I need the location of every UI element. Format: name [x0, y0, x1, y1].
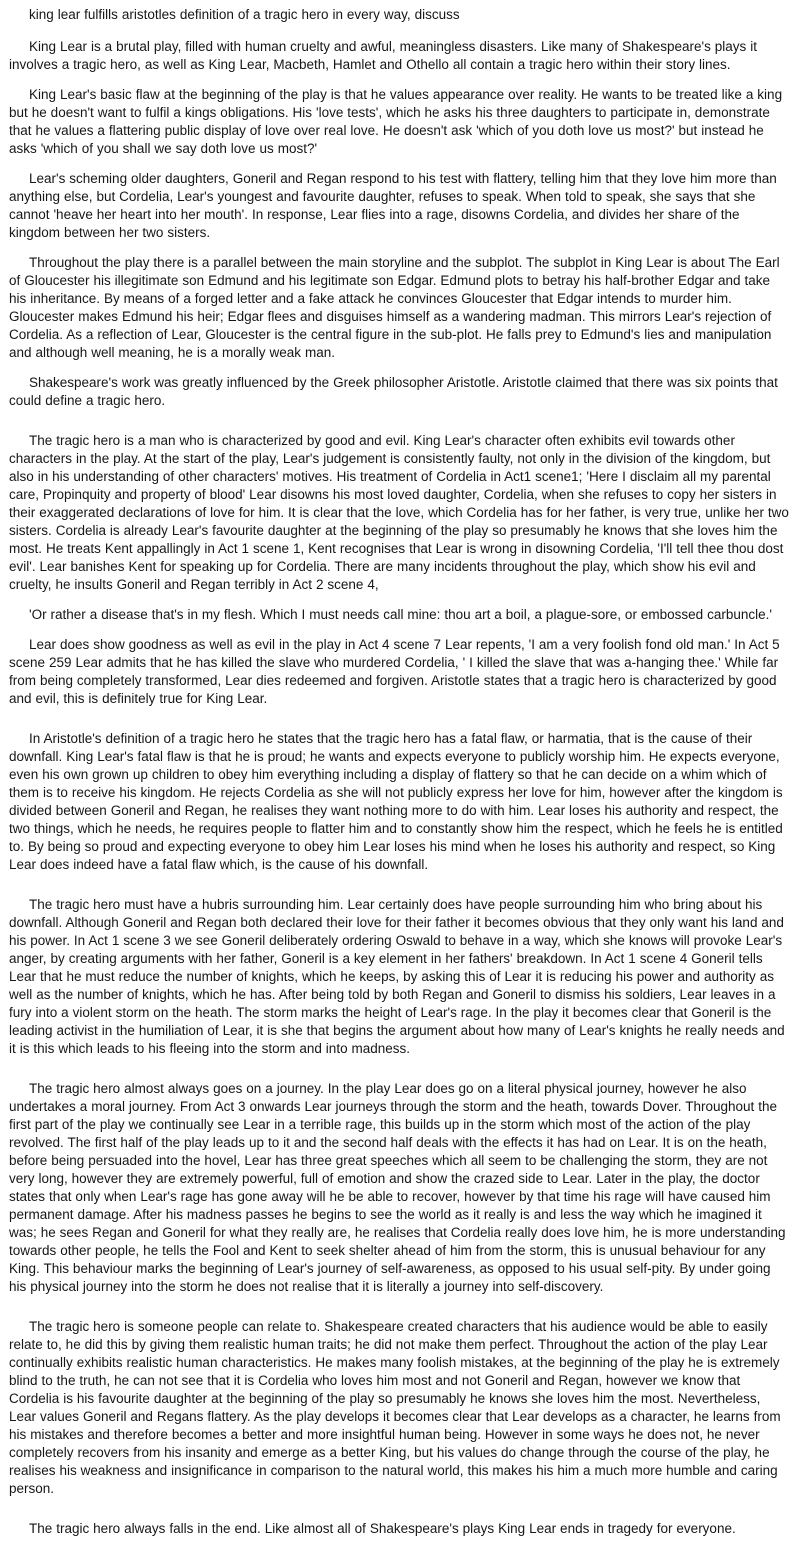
essay-paragraph-basic-flaw: King Lear's basic flaw at the beginning of the play is that he values appearance over reality. He wants to be treated like a king but he doesn't want to fulfil a kings obligations. His 'love tests', which he asks his three daughters to participate in, demonstrate that he values a flattering public display of love over real love. He doesn't ask 'which of you doth love us most?' but instead he asks 'which of you shall we say doth love us most?' — [9, 87, 783, 156]
essay-paragraph-daughters: Lear's scheming older daughters, Goneril and Regan respond to his test with flattery, telling him that they love him more than anything else, but Cordelia, Lear's youngest and favourite daughter, refuses to speak. When told to speak, she says that she cannot 'heave her heart into her mouth'. In response, Lear flies into a rage, disowns Cordelia, and divides her share of the kingdom between her two sisters. — [9, 171, 777, 240]
essay-quote-line: 'Or rather a disease that's in my flesh. Which I must needs call mine: thou art a boil, a plague-sore, or embossed carbuncle.' — [29, 607, 772, 622]
essay-paragraph-aristotle: Shakespeare's work was greatly influenced by the Greek philosopher Aristotle. Aristotle claimed that there was six points that could define a tragic hero. — [9, 375, 778, 408]
essay-paragraph-goodness: Lear does show goodness as well as evil in the play in Act 4 scene 7 Lear repents, 'I am a very foolish fond old man.' In Act 5 scene 259 Lear admits that he has killed the slave who murdered Cordelia, ' I killed the slave that was a-hanging thee.' While far from being completely transformed, Lear dies redeemed and forgiven. Aristotle states that a tragic hero is characterized by good and evil, this is definitely true for King Lear. — [9, 637, 780, 706]
essay-paragraph-journey: The tragic hero almost always goes on a journey. In the play Lear does go on a literal physical journey, however he also undertakes a moral journey. From Act 3 onwards Lear journeys through the storm and the heath, towards Dover. Throughout the first part of the play we continually see Lear in a terrible rage, this builds up in the storm which most of the action of the play revolved. The first half of the play leads up to it and the second half deals with the effects it has had on Lear. It is on the heath, before being persuaded into the hovel, Lear has three great speeches which all seem to be challenging the storm, they are not very long, however they are extremely powerful, full of emotion and show the crazed side to Lear. Later in the play, the doctor states that only when Lear's rage has gone away will he be able to recover, however by that time his rage will have caused him permanent damage. After his madness passes he begins to see the world as it really is and less the way which he imagined it was; he sees Regan and Goneril for what they really are, he realises that Cordelia really does love him, he is more understanding towards other people, he tells the Fool and Kent to seek shelter ahead of him from the storm, this is unusual behaviour for any King. This behaviour marks the beginning of Lear's journey of self-awareness, as opposed to his usual self-pity. By under going his physical journey into the storm he does not realise that it is literally a journey into self-discovery. — [9, 1081, 786, 1294]
essay-paragraph-good-and-evil: The tragic hero is a man who is characterized by good and evil. King Lear's character often exhibits evil towards other characters in the play. At the start of the play, Lear's judgement is consistently faulty, not only in the division of the kingdom, but also in his understanding of other characters' motives. His treatment of Cordelia in Act1 scene1; 'Here I disclaim all my parental care, Propinquity and property of blood' Lear disowns his most loved daughter, Cordelia, when she refuses to copy her sisters in their exaggerated declarations of love for him. It is clear that the love, which Cordelia has for her father, is very true, unlike her two sisters. Cordelia is already Lear's favourite daughter at the beginning of the play so presumably he knows that she loves him the most. He treats Kent appallingly in Act 1 scene 1, Kent recognises that Lear is wrong in disowning Cordelia, 'I'll tell thee thou dost evil'. Lear banishes Kent for speaking up for Cordelia. There are many incidents throughout the play, which show his evil and cruelty, he insults Goneril and Regan terribly in Act 2 scene 4, — [9, 433, 789, 592]
essay-paragraph-intro: King Lear is a brutal play, filled with human cruelty and awful, meaningless disasters. Like many of Shakespeare's plays it involves a tragic hero, as well as King Lear, Macbeth, Hamlet and Othello all contain a tragic hero within their story lines. — [9, 39, 757, 72]
essay-paragraph-fatal-flaw: In Aristotle's definition of a tragic hero he states that the tragic hero has a fatal flaw, or harmatia, that is the cause of their downfall. King Lear's fatal flaw is that he is proud; he wants and expects everyone to publicly worship him. He expects everyone, even his own grown up children to obey him everything including a display of flattery so that he can decide on a whim which of them is to receive his kingdom. He rejects Cordelia as she will not publicly express her love for him, however after the kingdom is divided between Goneril and Regan, he realises they want nothing more to do with him. Lear loses his authority and respect, the two things, which he needs, he requires people to flatter him and to constantly show him the respect, which he feels he is entitled to. By being so proud and expecting everyone to obey him Lear loses his mind when he loses his authority and respect, so King Lear does indeed have a fatal flaw which, is the cause of his downfall. — [9, 731, 783, 872]
essay-paragraph-hubris: The tragic hero must have a hubris surrounding him. Lear certainly does have people surrounding him who bring about his downfall. Although Goneril and Regan both declared their love for their father it becomes obvious that they only want his land and his power. In Act 1 scene 3 we see Goneril deliberately ordering Oswald to behave in a way, which she knows will provoke Lear's anger, by creating arguments with her father, Goneril is a key element in her fathers' breakdown. In Act 1 scene 4 Goneril tells Lear that he must reduce the number of knights, which he keeps, by asking this of Lear it is reducing his power and authority as well as the number of knights, which he has. After being told by both Regan and Goneril to dismiss his soldiers, Lear leaves in a fury into a violent storm on the heath. The storm marks the height of Lear's rage. In the play it becomes clear that Goneril is the leading activist in the humiliation of Lear, it is she that begins the argument about how many of Lear's knights he really needs and it is this which leads to his fleeing into the storm and into madness. — [9, 897, 785, 1056]
essay-paragraph-conclusion: The tragic hero always falls in the end. Like almost all of Shakespeare's plays King Lear ends in tragedy for everyone. — [29, 1521, 736, 1536]
essay-prompt-title: king lear fulfills aristotles definition of a tragic hero in every way, discuss — [29, 7, 460, 22]
essay-paragraph-relatable: The tragic hero is someone people can relate to. Shakespeare created characters that his audience would be able to easily relate to, he did this by giving them realistic human traits; he did not make them perfect. Throughout the action of the play Lear continually exhibits realistic human characteristics. He makes many foolish mistakes, at the beginning of the play he is extremely blind to the truth, he can not see that it is Cordelia who loves him most and not Goneril and Regan, however we know that Cordelia is his favourite daughter at the beginning of the play so presumably he knows she loves him the most. Nevertheless, Lear values Goneril and Regans flattery. As the play develops it becomes clear that Lear develops as a character, he learns from his mistakes and therefore becomes a better and more insightful human being. However in some ways he does not, he never completely recovers from his insanity and emerge as a better King, but his values do change through the course of the play, he realises his weakness and insignificance in comparison to the natural world, this makes his him a much more humble and caring person. — [9, 1319, 781, 1496]
essay-paragraph-subplot: Throughout the play there is a parallel between the main storyline and the subplot. The subplot in King Lear is about The Earl of Gloucester his illegitimate son Edmund and his legitimate son Edgar. Edmund plots to betray his half-brother Edgar and take his inheritance. By means of a forged letter and a fake attack he convinces Gloucester that Edgar intends to murder him. Gloucester makes Edmund his heir; Edgar flees and disguises himself as a wandering madman. This mirrors Lear's rejection of Cordelia. As a reflection of Lear, Gloucester is the central figure in the sub-plot. He falls prey to Edmund's lies and manipulation and although well meaning, he is a morally weak man. — [9, 255, 780, 360]
